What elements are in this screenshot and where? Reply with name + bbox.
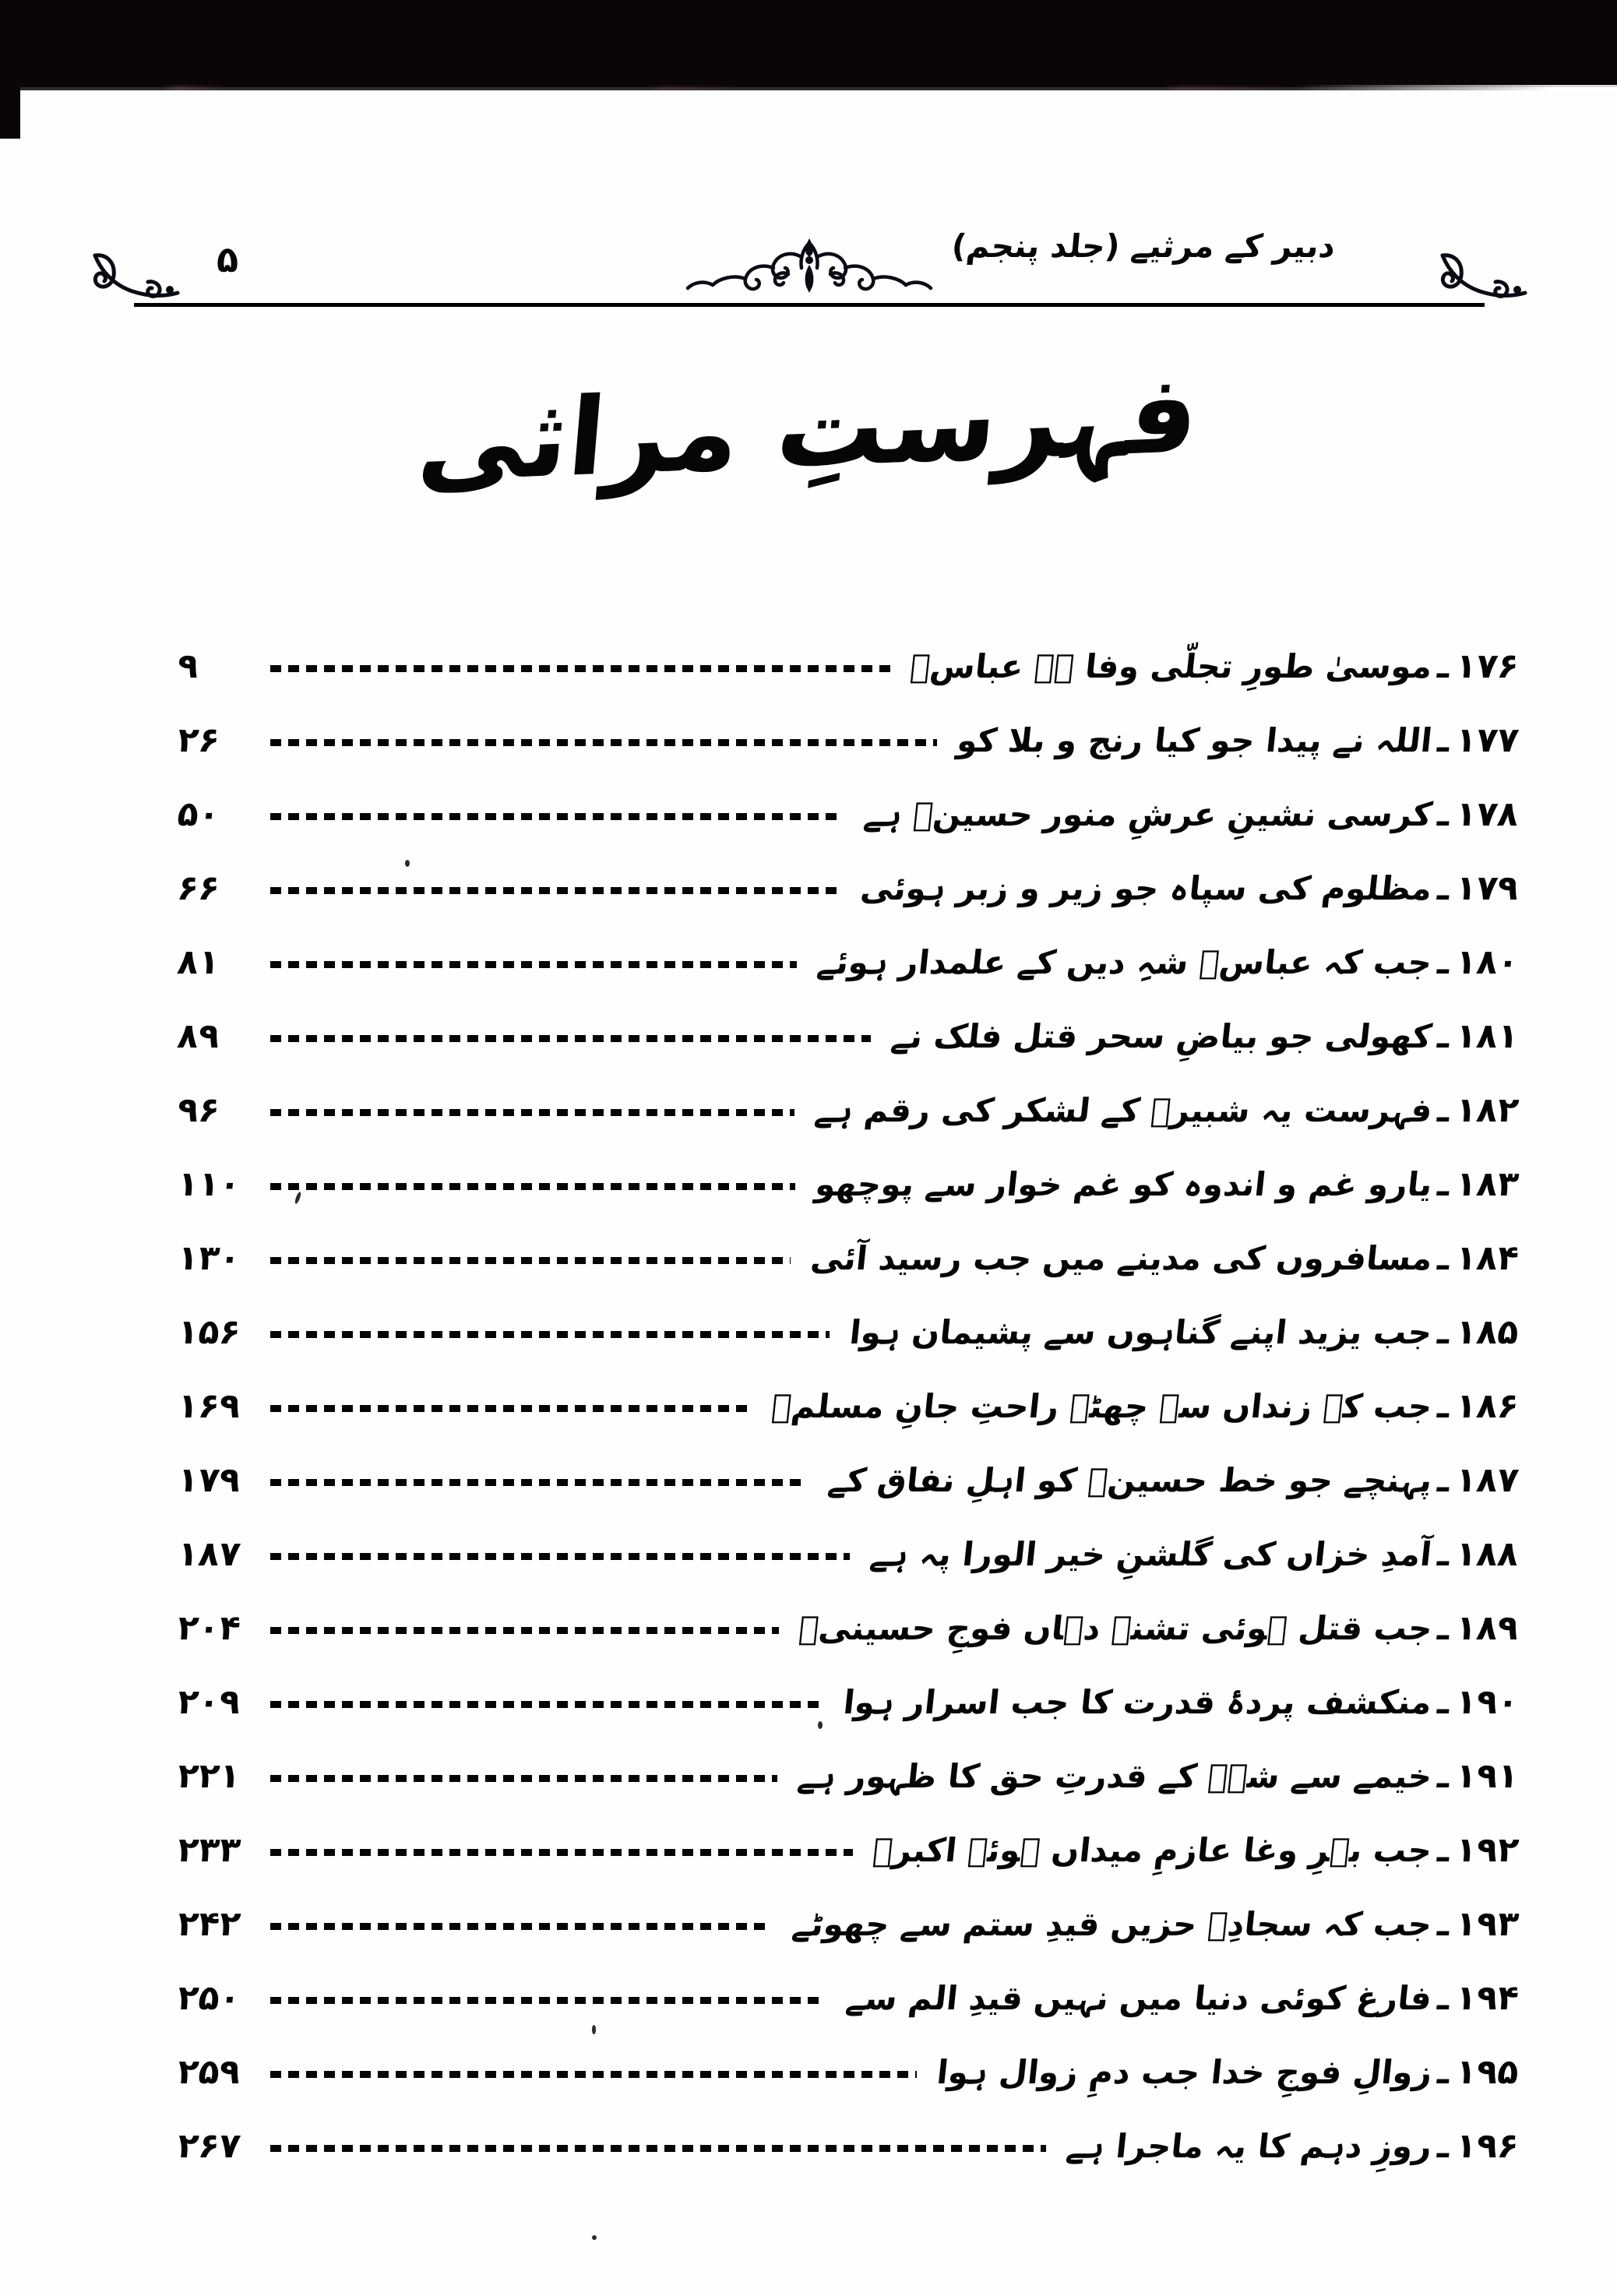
scan-edge-left-band	[0, 0, 20, 139]
toc-entry-number-separator: ـ	[1436, 1682, 1453, 1722]
toc-leader-dots	[270, 1468, 808, 1491]
toc-entry-page-number: ۱۱۰	[175, 1164, 243, 1204]
toc-entry-row[interactable]	[175, 794, 1521, 868]
toc-entry-row[interactable]	[175, 1238, 1521, 1312]
toc-entry-number: ۱۸۹	[1453, 1608, 1521, 1648]
toc-entry-title[interactable]: منکشف پردۂ قدرت کا جب اسرار ہوا	[841, 1683, 1434, 1721]
toc-entry-row[interactable]	[175, 1978, 1521, 2052]
toc-entry-row[interactable]	[175, 1090, 1521, 1164]
toc-entry-row[interactable]	[175, 868, 1521, 942]
toc-entry-row[interactable]	[175, 1460, 1521, 1534]
toc-entry-title[interactable]: فہرست یہ شبیرؑ کے لشکر کی رقم ہے	[812, 1091, 1434, 1129]
toc-entry-title[interactable]: جب کہ عباسؑ شہِ دیں کے علمدار ہوئے	[815, 943, 1434, 981]
toc-entry-number: ۱۸۳	[1453, 1164, 1521, 1204]
toc-entry-page-number: ۲۵۹	[175, 2052, 243, 2092]
toc-entry-title[interactable]: جب کہ سجادِؑ حزیں قیدِ ستم سے چھوٹے	[790, 1905, 1434, 1943]
toc-entry-title[interactable]: جب بہرِ وغا عازمِ میداں ہوئے اکبرؑ	[871, 1831, 1434, 1869]
toc-entry-number-separator: ـ	[1436, 720, 1453, 760]
toc-entry-page-number: ۲۶۷	[175, 2126, 243, 2166]
running-header-title: دبیر کے مرثیے (جلد پنجم)	[949, 227, 1337, 265]
toc-entry-number: ۱۸۶	[1453, 1386, 1521, 1426]
toc-entry-number: ۱۸۰	[1453, 942, 1521, 982]
toc-entry-number-separator: ـ	[1436, 942, 1453, 982]
header-page-number: ۵	[217, 238, 239, 280]
toc-entry-page-number: ۲۲۱	[175, 1756, 243, 1796]
toc-entry-title[interactable]: جب قتل ہوئی تشنہ دہاں فوجِ حسینیؑ	[797, 1609, 1434, 1647]
toc-leader-dots	[270, 654, 890, 678]
toc-entry-number-separator: ـ	[1436, 1312, 1453, 1352]
flourish-left-icon	[89, 249, 182, 326]
toc-entry-page-number: ۸۹	[175, 1016, 222, 1056]
toc-entry-number-separator: ـ	[1436, 1238, 1453, 1278]
toc-entry-title[interactable]: پہنچے جو خط حسینؑ کو اہلِ نفاق کے	[826, 1461, 1434, 1499]
toc-entry-page-number: ۱۳۰	[175, 1238, 243, 1278]
toc-entry-page-number: ۲۰۹	[175, 1682, 243, 1722]
toc-entry-page-number: ۲۵۰	[175, 1978, 243, 2018]
toc-entry-number-separator: ـ	[1436, 1978, 1453, 2018]
toc-leader-dots	[270, 1912, 772, 1935]
toc-entry-number: ۱۸۴	[1453, 1238, 1521, 1278]
toc-entry-title[interactable]: فارغ کوئی دنیا میں نہیں قیدِ الم سے	[844, 1979, 1434, 2017]
toc-entry-title[interactable]: جب کہ زنداں سے چھٹے راحتِ جانِ مسلمؑ	[770, 1387, 1434, 1425]
toc-leader-dots	[270, 950, 797, 974]
toc-entry-title[interactable]: موسیٰ طورِ تجلّی وفا ہے عباسؑ	[908, 647, 1434, 685]
scan-speck	[592, 2025, 596, 2034]
center-ornament-icon	[677, 234, 942, 305]
toc-entry-number-separator: ـ	[1436, 868, 1453, 908]
toc-entry-row[interactable]	[175, 1904, 1521, 1978]
toc-entry-page-number: ۱۷۹	[175, 1460, 243, 1500]
toc-entry-number-separator: ـ	[1436, 1534, 1453, 1574]
toc-entry-number-separator: ـ	[1436, 2052, 1453, 2092]
toc-entry-title[interactable]: آمدِ خزاں کی گلشنِ خیر الورا پہ ہے	[868, 1535, 1434, 1573]
toc-entry-row[interactable]	[175, 720, 1521, 794]
toc-entry-number: ۱۹۱	[1453, 1756, 1521, 1796]
toc-leader-dots	[270, 802, 844, 826]
toc-entry-number-separator: ـ	[1436, 1016, 1453, 1056]
toc-entry-number-separator: ـ	[1436, 794, 1453, 834]
toc-entry-title[interactable]: روزِ دہم کا یہ ماجرا ہے	[1064, 2127, 1434, 2165]
toc-entry-number: ۱۹۵	[1453, 2052, 1521, 2092]
toc-entry-row[interactable]	[175, 942, 1521, 1016]
toc-entry-number-separator: ـ	[1436, 1830, 1453, 1870]
toc-entry-page-number: ۶۶	[175, 868, 222, 908]
toc-entry-row[interactable]	[175, 1608, 1521, 1682]
toc-entry-number-separator: ـ	[1436, 1756, 1453, 1796]
toc-entry-row[interactable]	[175, 646, 1521, 720]
toc-entry-row[interactable]	[175, 2052, 1521, 2126]
toc-leader-dots	[270, 1838, 853, 1861]
toc-leader-dots	[270, 1616, 779, 1639]
toc-entry-page-number: ۲۳۳	[175, 1830, 243, 1870]
toc-entry-number-separator: ـ	[1436, 1164, 1453, 1204]
toc-entry-title[interactable]: مسافروں کی مدینے میں جب رسید آئی	[808, 1239, 1434, 1277]
toc-leader-dots	[270, 2060, 917, 2083]
toc-entry-row[interactable]	[175, 2126, 1521, 2200]
page-title: فہرستِ مراثی	[413, 350, 1204, 507]
toc-entry-title[interactable]: یارو غم و اندوہ کو غم خوار سے پوچھو	[813, 1165, 1434, 1203]
table-of-contents	[175, 646, 1521, 2200]
toc-leader-dots	[270, 1394, 752, 1417]
toc-entry-title[interactable]: مظلوم کی سپاہ جو زیر و زبر ہوئی	[858, 869, 1434, 907]
toc-leader-dots	[270, 1542, 850, 1565]
toc-entry-number-separator: ـ	[1436, 1904, 1453, 1944]
toc-leader-dots	[270, 1246, 791, 1269]
toc-leader-dots	[270, 1320, 830, 1343]
toc-leader-dots	[270, 1764, 777, 1787]
toc-entry-title[interactable]: کرسی نشینِ عرشِ منور حسینؑ ہے	[861, 795, 1434, 833]
toc-entry-row[interactable]	[175, 1386, 1521, 1460]
toc-entry-title[interactable]: اللہ نے پیدا جو کیا رنج و بلا کو	[955, 721, 1434, 759]
flourish-right-icon	[1436, 249, 1530, 326]
toc-entry-row[interactable]	[175, 1534, 1521, 1608]
toc-entry-page-number: ۱۶۹	[175, 1386, 243, 1426]
toc-entry-page-number: ۲۰۴	[175, 1608, 243, 1648]
toc-leader-dots	[270, 1172, 795, 1196]
toc-entry-number-separator: ـ	[1436, 1608, 1453, 1648]
toc-entry-number-separator: ـ	[1436, 646, 1453, 686]
toc-entry-number: ۱۹۳	[1453, 1904, 1521, 1944]
toc-entry-number: ۱۹۲	[1453, 1830, 1521, 1870]
toc-entry-number-separator: ـ	[1436, 1386, 1453, 1426]
toc-entry-row[interactable]	[175, 1164, 1521, 1238]
toc-entry-title[interactable]: زوالِ فوجِ خدا جب دمِ زوال ہوا	[935, 2053, 1434, 2091]
toc-entry-number: ۱۹۴	[1453, 1978, 1521, 2018]
toc-entry-number: ۱۷۶	[1453, 646, 1521, 686]
toc-entry-number-separator: ـ	[1436, 2126, 1453, 2166]
toc-entry-title[interactable]: کھولی جو بیاضِ سحر قتل فلک نے	[889, 1017, 1434, 1055]
toc-entry-row[interactable]	[175, 1830, 1521, 1904]
toc-entry-page-number: ۹	[175, 646, 201, 686]
toc-leader-dots	[270, 1986, 826, 2009]
scan-speck	[405, 860, 410, 867]
toc-leader-dots	[270, 1098, 794, 1122]
toc-entry-number-separator: ـ	[1436, 1090, 1453, 1130]
toc-entry-number: ۱۷۹	[1453, 868, 1521, 908]
toc-entry-title[interactable]: خیمے سے شہؑ کے قدرتِ حق کا ظہور ہے	[795, 1757, 1434, 1795]
toc-entry-number: ۱۸۸	[1453, 1534, 1521, 1574]
toc-leader-dots	[270, 876, 840, 900]
toc-leader-dots	[270, 2134, 1046, 2157]
toc-entry-number: ۱۷۸	[1453, 794, 1521, 834]
toc-entry-row[interactable]	[175, 1312, 1521, 1386]
scan-edge-top-band	[0, 0, 1617, 87]
scan-speck	[818, 1721, 823, 1729]
toc-entry-page-number: ۱۸۷	[175, 1534, 243, 1574]
toc-entry-page-number: ۹۶	[175, 1090, 222, 1130]
toc-entry-page-number: ۲۴۲	[175, 1904, 243, 1944]
scan-speck	[592, 2235, 597, 2240]
toc-entry-number: ۱۸۷	[1453, 1460, 1521, 1500]
toc-entry-page-number: ۱۵۶	[175, 1312, 243, 1352]
toc-entry-number-separator: ـ	[1436, 1460, 1453, 1500]
toc-entry-number: ۱۸۲	[1453, 1090, 1521, 1130]
toc-entry-page-number: ۲۶	[175, 720, 222, 760]
toc-entry-title[interactable]: جب یزید اپنے گناہوں سے پشیمان ہوا	[847, 1313, 1434, 1351]
toc-leader-dots	[270, 728, 937, 752]
toc-entry-page-number: ۸۱	[175, 942, 222, 982]
toc-entry-number: ۱۹۰	[1453, 1682, 1521, 1722]
toc-entry-page-number: ۵۰	[175, 794, 222, 834]
toc-entry-row[interactable]	[175, 1016, 1521, 1090]
toc-entry-number: ۱۷۷	[1453, 720, 1521, 760]
toc-entry-row[interactable]	[175, 1756, 1521, 1830]
page-header	[75, 223, 1544, 340]
toc-leader-dots	[270, 1024, 871, 1048]
toc-leader-dots	[270, 1690, 823, 1713]
toc-entry-number: ۱۸۵	[1453, 1312, 1521, 1352]
toc-entry-row[interactable]	[175, 1682, 1521, 1756]
toc-entry-number: ۱۹۶	[1453, 2126, 1521, 2166]
toc-entry-number: ۱۸۱	[1453, 1016, 1521, 1056]
